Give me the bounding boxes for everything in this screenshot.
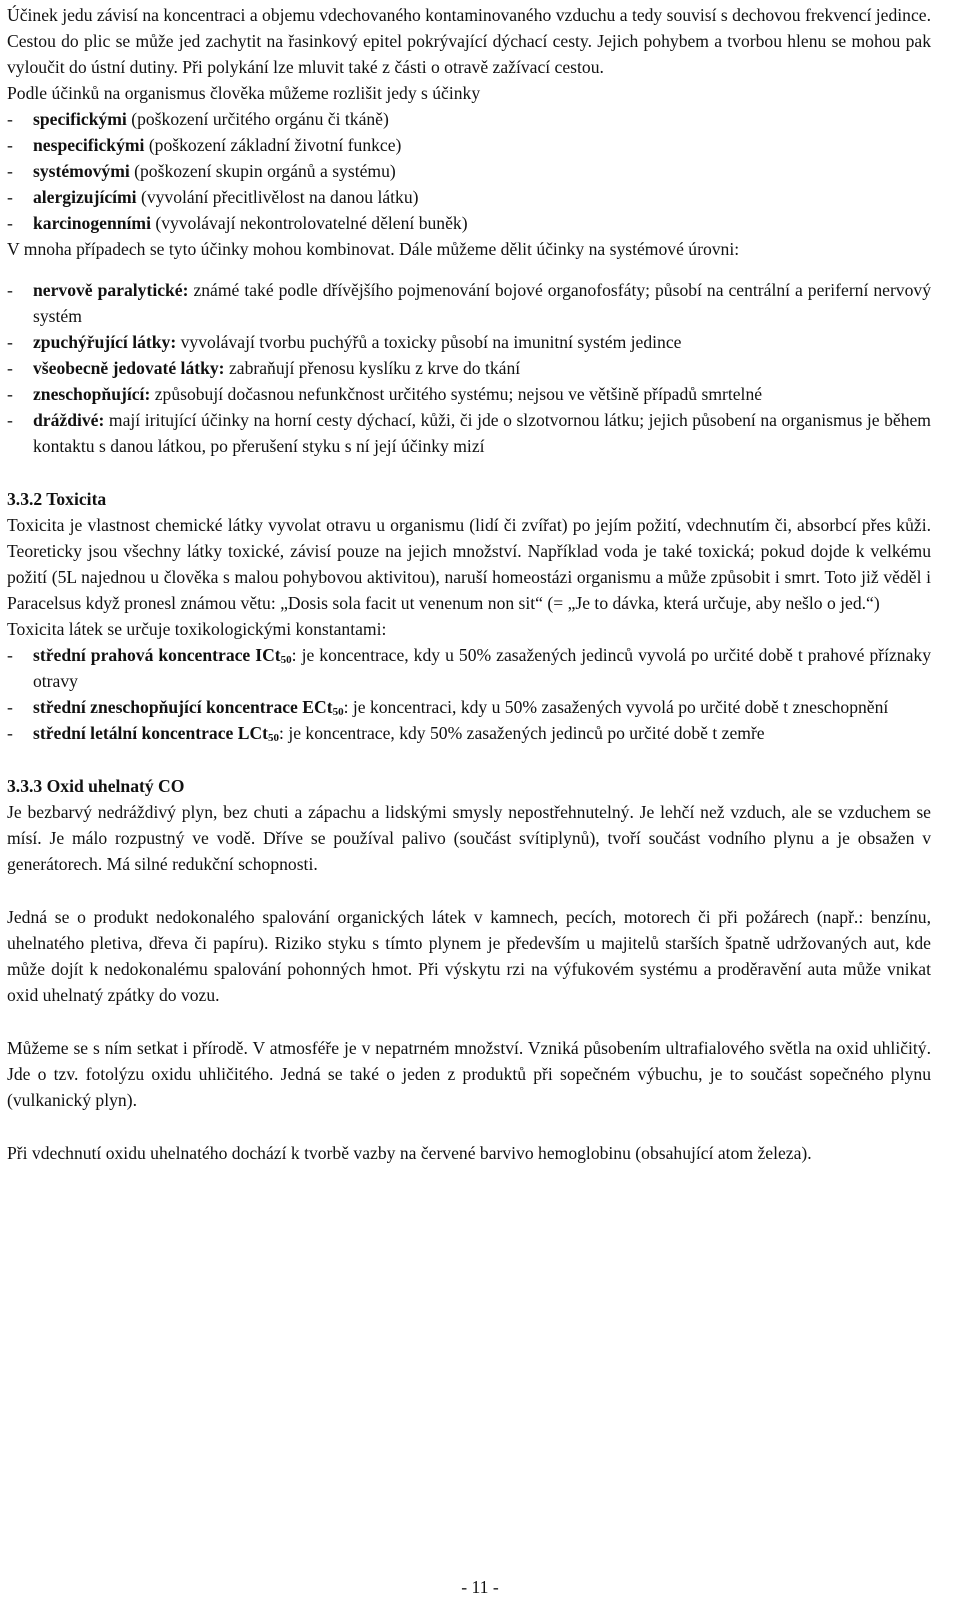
list-term: nervově paralytické:	[33, 280, 189, 300]
co-paragraph-2: Jedná se o produkt nedokonalého spalování organických látek v kamnech, pecích, motorech či při požárech (např.: benzínu, uhelnatého pletiva, dřeva či papíru). Riziko styku s tímto plynem je především u majitelů starších špatně udržovaných aut, kde může dojít k nedokonalému spalování pohonných hmot. Při výskytu rzi na výfukovém systému a proděravění auta může vnikat oxid uhelnatý zpátky do vozu.	[7, 907, 931, 1005]
co-paragraph-3: Můžeme se s ním setkat i přírodě. V atmosféře je v nepatrném množství. Vzniká působením ultrafialového světla na oxid uhličitý. Jde o tzv. fotolýzu oxidu uhličitého. Jedná se také o jeden z produktů při sopečném výbuchu, je to součást sopečného plynu (vulkanický plyn).	[7, 1038, 931, 1110]
list-term: karcinogenními	[33, 213, 151, 233]
constant-subscript: 50	[280, 654, 292, 666]
list-term: nespecifickými	[33, 135, 145, 155]
list-term: alergizujícími	[33, 187, 137, 207]
spacer	[7, 877, 931, 904]
spacer	[7, 1008, 931, 1035]
list-text: (poškození základní životní funkce)	[144, 135, 402, 155]
page-number: - 11 -	[461, 1577, 499, 1597]
list-text: zabraňují přenosu kyslíku z krve do tkání	[224, 358, 521, 378]
list-text: známé také podle dřívějšího pojmenování bojové organofosfáty; působí na centrální a periferní nervový systém	[33, 280, 931, 326]
list-term: všeobecně jedovaté látky:	[33, 358, 225, 378]
constant-name: střední letální koncentrace LCt	[33, 723, 269, 743]
list-term	[33, 645, 292, 665]
list-text: (vyvolávají nekontrolovatelné dělení buněk)	[150, 213, 468, 233]
list-term	[33, 697, 344, 717]
list-text: (poškození skupin orgánů a systému)	[129, 161, 396, 181]
list-item	[7, 355, 931, 381]
intro-paragraph: Účinek jedu závisí na koncentraci a objemu vdechovaného kontaminovaného vzduchu a tedy souvisí s dechovou frekvencí jedince. Cestou do plic se může jed zachytit na řasinkový epitel pokrývající dýchací cesty. Jejich pohybem a tvorbou hlenu se mohou pak vyloučit do ústní dutiny. Při polykání lze mluvit také z části o otravě zažívací cestou.	[7, 5, 931, 77]
list-item	[7, 106, 931, 132]
list-term: dráždivé:	[33, 410, 105, 430]
list-item	[7, 184, 931, 210]
section-heading-toxicita: 3.3.2 Toxicita	[7, 489, 107, 509]
spacer	[7, 262, 931, 277]
list-item	[7, 158, 931, 184]
list-item	[7, 720, 931, 746]
page-content	[7, 2, 931, 1166]
systemic-list	[7, 277, 931, 459]
list-text: způsobují dočasnou nefunkčnost určitého systému; nejsou ve většině případů smrtelné	[150, 384, 763, 404]
list-item	[7, 407, 931, 459]
list-text: : je koncentraci, kdy u 50% zasažených vyvolá po určité době t zneschopnění	[343, 697, 889, 717]
list-term: zneschopňující:	[33, 384, 151, 404]
spacer	[7, 746, 931, 773]
effects-list	[7, 106, 931, 236]
list-text: mají iritující účinky na horní cesty dýchací, kůži, či jde o slzotvornou látku; jejich působení na organismus je během kontaktu s danou látkou, po přerušení styku s ní její účinky mizí	[33, 410, 931, 456]
list-text: : je koncentrace, kdy 50% zasažených jedinců po určité době t zemře	[279, 723, 765, 743]
list-item	[7, 210, 931, 236]
constant-name: střední zneschopňující koncentrace ECt	[33, 697, 333, 717]
list-term: systémovými	[33, 161, 130, 181]
list-item	[7, 381, 931, 407]
constant-subscript: 50	[268, 732, 280, 744]
list-term: specifickými	[33, 109, 127, 129]
list-item	[7, 642, 931, 694]
effects-intro: Podle účinků na organismus člověka můžeme rozlišit jedy s účinky	[7, 83, 481, 103]
list-text: (poškození určitého orgánu či tkáně)	[126, 109, 389, 129]
constants-intro: Toxicita látek se určuje toxikologickými konstantami:	[7, 619, 387, 639]
list-item	[7, 694, 931, 720]
constant-subscript: 50	[332, 706, 344, 718]
combine-paragraph: V mnoha případech se tyto účinky mohou kombinovat. Dále můžeme dělit účinky na systémové úrovni:	[7, 239, 740, 259]
constant-name: střední prahová koncentrace ICt	[33, 645, 281, 665]
list-item	[7, 329, 931, 355]
list-text: (vyvolání přecitlivělost na danou látku)	[136, 187, 419, 207]
list-item	[7, 132, 931, 158]
list-text: vyvolávají tvorbu puchýřů a toxicky působí na imunitní systém jedince	[176, 332, 682, 352]
constants-list	[7, 642, 931, 746]
spacer	[7, 1113, 931, 1140]
toxicita-paragraph: Toxicita je vlastnost chemické látky vyvolat otravu u organismu (lidí či zvířat) po jejím požití, vdechnutím či, absorbcí přes kůži. Teoreticky jsou všechny látky toxické, závisí pouze na jejich množství. Například voda je také toxická; pokud dojde k velkému požití (5L najednou u člověka s malou pohybovou aktivitou), naruší homeostázi organismu a může způsobit i smrt. Toto již věděl i Paracelsus když pronesl známou větu: „Dosis sola facit ut venenum non sit“ (= „Je to dávka, která určuje, aby nešlo o jed.“)	[7, 515, 931, 613]
spacer	[7, 459, 931, 486]
list-text: : je koncentrace, kdy u 50% zasažených jedinců vyvolá po určité době t prahové příznaky otravy	[33, 645, 932, 691]
list-term: zpuchýřující látky:	[33, 332, 177, 352]
list-term	[33, 723, 279, 743]
co-paragraph-1: Je bezbarvý nedráždivý plyn, bez chuti a zápachu a lidskými smysly nepostřehnutelný. Je lehčí než vzduch, ale se vzduchem se mísí. Je málo rozpustný ve vodě. Dříve se používal palivo (součást svítiplynů), tvoří součást vodního plynu a je obsažen v generátorech. Má silné redukční schopnosti.	[7, 802, 931, 874]
co-paragraph-4: Při vdechnutí oxidu uhelnatého dochází k tvorbě vazby na červené barvivo hemoglobinu (obsahující atom železa).	[7, 1143, 812, 1163]
section-heading-co: 3.3.3 Oxid uhelnatý CO	[7, 776, 185, 796]
list-item	[7, 277, 931, 329]
